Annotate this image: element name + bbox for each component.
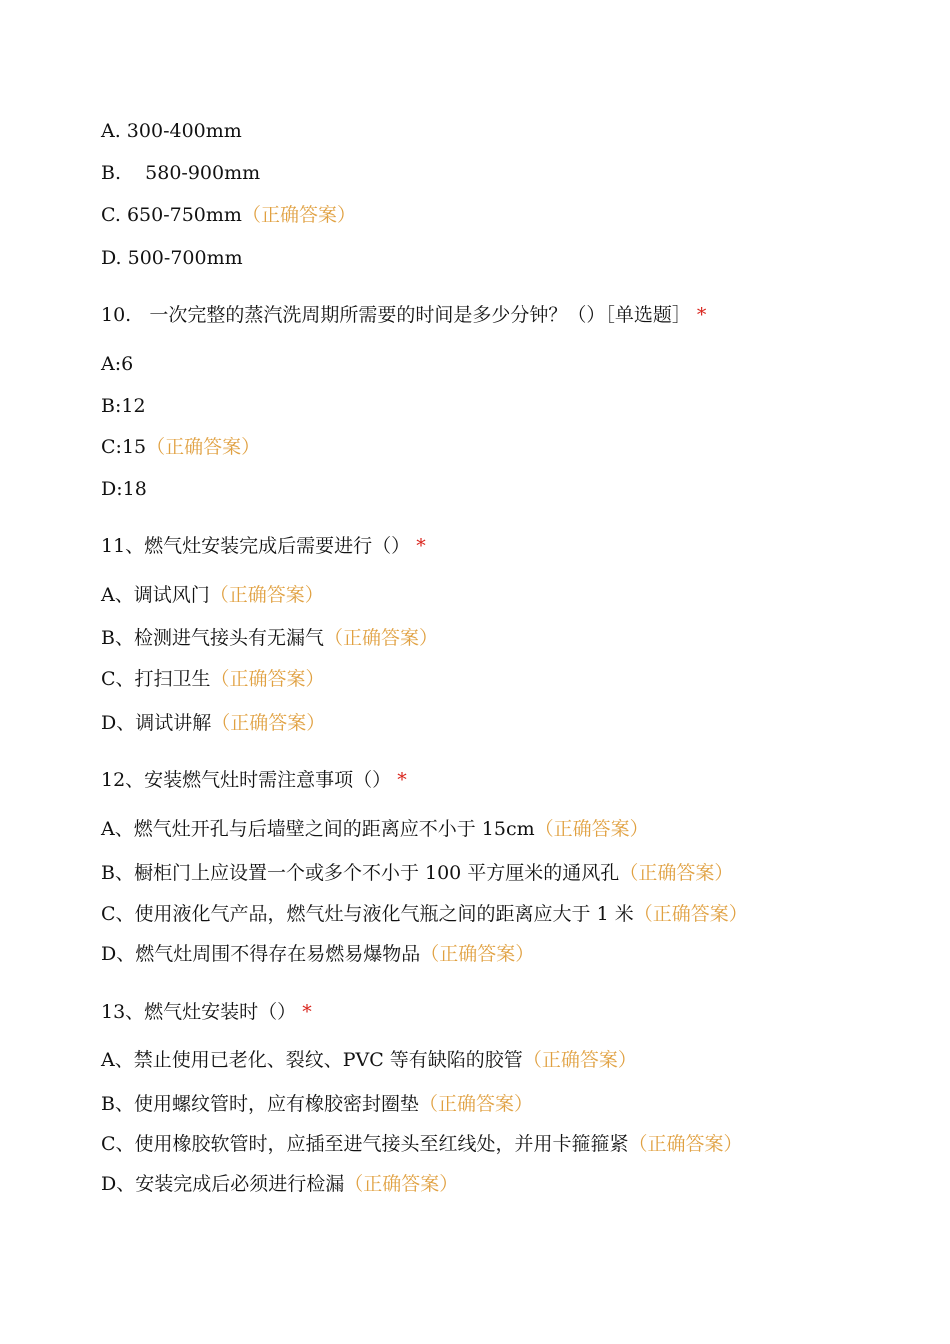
correct-answer-label: （正确答案） (241, 204, 356, 226)
correct-answer-label: （正确答案） (420, 943, 535, 965)
option-text: A、调试风门 (101, 584, 210, 606)
question-text: 13、燃气灶安装时（） (101, 1001, 297, 1023)
required-star: * (696, 304, 707, 326)
correct-answer-label: （正确答案） (534, 818, 649, 840)
required-star: * (302, 1001, 312, 1023)
q9-option-b (101, 161, 260, 185)
q11-title (101, 534, 426, 558)
correct-answer-label: （正确答案） (209, 584, 324, 606)
required-star: * (397, 769, 407, 791)
correct-answer-label: （正确答案） (619, 862, 734, 884)
q9-option-a (101, 119, 242, 143)
correct-answer-label: （正确答案） (628, 1133, 743, 1155)
q10-option-b (101, 394, 146, 418)
q13-option-d (101, 1172, 458, 1196)
correct-answer-label: （正确答案） (146, 436, 261, 458)
q11-option-d (101, 711, 325, 735)
correct-answer-label: （正确答案） (522, 1049, 637, 1071)
question-text: 10. 一次完整的蒸汽洗周期所需要的时间是多少分钟？（）［单选题］ (101, 304, 691, 326)
q13-option-a (101, 1048, 637, 1072)
option-text: B、橱柜门上应设置一个或多个不小于 100 平方厘米的通风孔 (101, 862, 620, 884)
q12-option-c (101, 902, 748, 926)
q13-option-c (101, 1132, 743, 1156)
q10-option-c (101, 435, 260, 459)
option-text: A、燃气灶开孔与后墙壁之间的距离应不小于 15cm (101, 818, 535, 840)
option-text: C:15 (101, 436, 147, 458)
option-text: B. 580-900mm (101, 162, 261, 184)
option-text: C、使用液化气产品，燃气灶与液化气瓶之间的距离应大于 1 米 (101, 903, 634, 925)
correct-answer-label: （正确答案） (323, 627, 438, 649)
q10-option-d (101, 477, 147, 501)
option-text: D. 500-700mm (101, 247, 243, 269)
option-text: C、使用橡胶软管时，应插至进气接头至红线处，并用卡箍箍紧 (101, 1133, 629, 1155)
required-star: * (416, 535, 426, 557)
q12-option-a (101, 817, 649, 841)
correct-answer-label: （正确答案） (211, 712, 326, 734)
option-text: B、检测进气接头有无漏气 (101, 627, 324, 649)
q11-option-a (101, 583, 324, 607)
option-text: D:18 (101, 478, 147, 500)
q13-title (101, 1000, 312, 1024)
correct-answer-label: （正确答案） (633, 903, 748, 925)
option-text: A:6 (101, 353, 134, 375)
question-text: 11、燃气灶安装完成后需要进行（） (101, 535, 411, 557)
option-text: D、燃气灶周围不得存在易燃易爆物品 (101, 943, 421, 965)
option-text: A. 300-400mm (101, 120, 242, 142)
q12-title (101, 768, 407, 792)
option-text: A、禁止使用已老化、裂纹、PVC 等有缺陷的胶管 (101, 1049, 523, 1071)
option-text: D、安装完成后必须进行检漏 (101, 1173, 345, 1195)
option-text: B、使用螺纹管时，应有橡胶密封圈垫 (101, 1093, 419, 1115)
option-text: C. 650-750mm (101, 204, 242, 226)
correct-answer-label: （正确答案） (344, 1173, 459, 1195)
correct-answer-label: （正确答案） (210, 668, 325, 690)
q13-option-b (101, 1092, 533, 1116)
q10-option-a (101, 352, 133, 376)
q12-option-b (101, 861, 733, 885)
q10-title (101, 303, 706, 327)
q11-option-c (101, 667, 325, 691)
q11-option-b (101, 626, 438, 650)
option-text: C、打扫卫生 (101, 668, 211, 690)
q9-option-d (101, 246, 243, 270)
correct-answer-label: （正确答案） (418, 1093, 533, 1115)
option-text: B:12 (101, 395, 146, 417)
option-text: D、调试讲解 (101, 712, 212, 734)
question-text: 12、安装燃气灶时需注意事项（） (101, 769, 392, 791)
q12-option-d (101, 942, 534, 966)
q9-option-c (101, 203, 356, 227)
